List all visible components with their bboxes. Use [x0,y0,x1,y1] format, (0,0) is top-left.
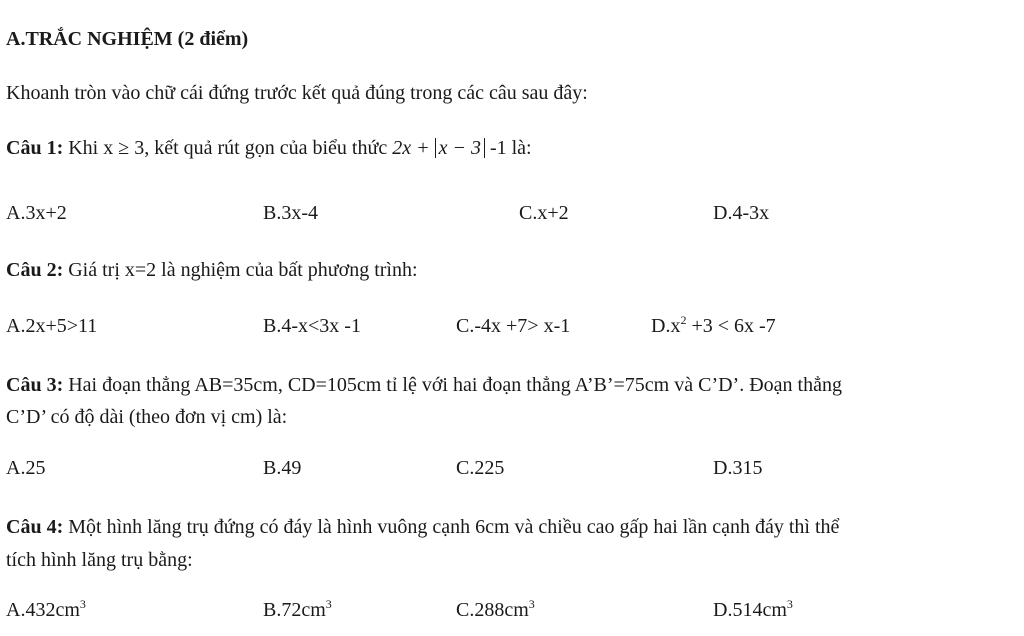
option-text: -4x +7> x-1 [474,315,571,337]
option-superscript: 2 [680,313,687,327]
option-letter: A. [6,315,26,337]
option-letter: B. [263,315,282,337]
option-letter: B. [263,202,282,224]
option-letter: B. [263,457,282,479]
question-3-option-c[interactable] [456,456,504,480]
option-letter: C. [456,315,475,337]
question-2 [6,258,418,282]
question-1-expr-b: -1 [484,137,507,159]
question-1-option-c[interactable] [519,201,569,225]
question-2-option-b[interactable] [263,314,361,338]
option-letter: D. [651,315,671,337]
option-letter: A. [6,599,26,621]
question-1-expr-a: 2x + [392,137,435,159]
option-superscript: 3 [79,597,86,611]
question-3-option-b[interactable] [263,456,301,480]
question-2-option-c[interactable] [456,314,570,338]
option-text: 315 [732,457,763,479]
question-4-text-line-1: Một hình lăng trụ đứng có đáy là hình vuông cạnh 6cm và chiều cao gấp hai lần cạnh đáy thì thể [63,516,840,538]
option-text: 25 [25,457,46,479]
option-letter: A. [6,202,26,224]
question-4-option-d[interactable] [713,598,793,622]
question-1-text-after: là: [506,137,532,159]
question-1-option-d[interactable] [713,201,769,225]
question-3-option-d[interactable] [713,456,762,480]
question-2-option-a[interactable] [6,314,97,338]
option-letter: A. [6,457,26,479]
option-text: 514cm [732,599,787,621]
question-4-line-2: tích hình lăng trụ bằng: [6,549,193,571]
question-3-line-2: C’D’ có độ dài (theo đơn vị cm) là: [6,406,288,428]
question-3-option-a[interactable] [6,456,45,480]
question-4-option-b[interactable] [263,598,332,622]
option-text-b: +3 < 6x -7 [686,315,776,337]
question-1 [6,136,532,160]
question-1-expr-abs: x − 3 [435,138,485,158]
option-text-a: x [670,315,681,337]
option-text: x+2 [537,202,569,224]
question-4-option-a[interactable] [6,598,86,622]
option-text: 3x+2 [25,202,67,224]
question-3-line-1 [6,373,842,397]
option-text: 4-3x [732,202,770,224]
question-4-line-1 [6,515,839,539]
option-letter: D. [713,599,733,621]
question-2-label: Câu 2: [6,259,64,281]
option-text: 225 [474,457,505,479]
option-letter: C. [519,202,538,224]
instruction-text: Khoanh tròn vào chữ cái đứng trước kết quả đúng trong các câu sau đây: [6,82,588,104]
question-1-label: Câu 1: [6,137,64,159]
section-title: A.TRẮC NGHIỆM (2 điểm) [6,28,249,50]
option-superscript: 3 [528,597,535,611]
option-letter: B. [263,599,282,621]
option-text: 49 [281,457,302,479]
option-text: 3x-4 [281,202,319,224]
option-text: 288cm [474,599,529,621]
question-2-text: Giá trị x=2 là nghiệm của bất phương trình: [63,259,418,281]
option-superscript: 3 [325,597,332,611]
option-letter: C. [456,457,475,479]
question-1-option-b[interactable] [263,201,318,225]
question-4-label: Câu 4: [6,516,64,538]
question-4-option-c[interactable] [456,598,535,622]
option-text: 432cm [25,599,80,621]
option-letter: C. [456,599,475,621]
question-3-label: Câu 3: [6,374,64,396]
question-2-option-d[interactable] [651,314,776,338]
option-superscript: 3 [786,597,793,611]
option-text: 4-x<3x -1 [281,315,361,337]
question-1-option-a[interactable] [6,201,67,225]
question-3-text-line-1: Hai đoạn thẳng AB=35cm, CD=105cm tỉ lệ với hai đoạn thẳng A’B’=75cm và C’D’. Đoạn thẳng [63,374,842,396]
option-letter: D. [713,457,733,479]
option-letter: D. [713,202,733,224]
option-text: 2x+5>11 [25,315,98,337]
option-text: 72cm [281,599,326,621]
question-1-text-before: Khi x ≥ 3, kết quả rút gọn của biểu thức [63,137,393,159]
